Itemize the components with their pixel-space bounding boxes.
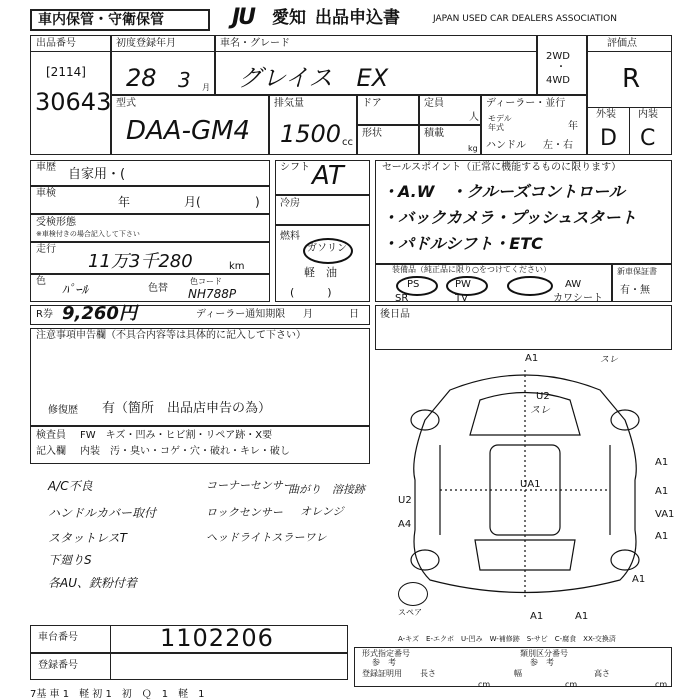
color-code-label: 色コード <box>190 277 222 286</box>
inspector-label: 検査員 <box>36 430 66 441</box>
fuel-gas: ガソリン <box>307 243 347 254</box>
diag-mark-2: U2 <box>536 391 550 402</box>
fuel-label: 燃料 <box>280 231 300 242</box>
cert-cm-3: cm <box>655 680 668 689</box>
category-no: 類別区分番号 <box>520 649 568 658</box>
displacement: 1500 <box>280 120 342 148</box>
car-name: グレイス EX <box>238 64 389 92</box>
shape-label: 形状 <box>362 128 382 139</box>
repair-history-value: 有（箇所 出品店申告の為） <box>102 401 272 416</box>
storage-note: 車内保管・守衛保管 <box>38 12 164 28</box>
disp-label: 排気量 <box>274 98 304 109</box>
eq-ps: PS <box>407 279 420 290</box>
car-name-divider <box>215 51 537 52</box>
deal-month: 月 <box>303 309 313 320</box>
disp-cc: cc <box>342 137 353 148</box>
note-c1-4: 各AU、鉄粉付着 <box>48 576 137 590</box>
note-c2-0: コーナーセンサー <box>206 479 294 492</box>
history-row <box>30 160 270 186</box>
sales-label: セールスポイント（正常に機能するものに限ります） <box>382 162 622 173</box>
load-label: 積載 <box>424 128 444 139</box>
form-designation: 形式指定番号 <box>362 649 410 658</box>
shaken-row <box>30 186 270 214</box>
sales-line2: ・バックカメラ・プッシュスタート <box>382 208 637 227</box>
diag-mark-8: U2 <box>398 495 412 506</box>
equipment-label: 装備品（純正品に限り○をつけてください） <box>392 265 551 274</box>
cap-unit: 人 <box>469 112 479 123</box>
reg-label: 登録番号 <box>38 660 78 671</box>
note-c1-0: A/C不良 <box>48 479 93 493</box>
diag-mark-1: スレ <box>600 355 619 365</box>
lot-number: 30643 <box>35 88 112 116</box>
diag-mark-5: A1 <box>655 486 669 497</box>
note-c2-2: ヘッドライトスラーワレ <box>206 531 327 544</box>
bottom-strip: 7基 車 1 軽 初 1 初 Ｑ 1 軽 1 <box>30 689 205 700</box>
first-reg-month: 3 <box>178 68 191 92</box>
doc-title: 出品申込書 <box>315 8 400 28</box>
model-code: DAA-GM4 <box>126 116 251 146</box>
lot-label: 出品番号 <box>36 38 76 49</box>
cert-cm-2: cm <box>565 680 578 689</box>
eq-tv: TV <box>455 293 468 304</box>
cert-cm-1: cm <box>478 680 491 689</box>
drive-4wd: 4WD <box>546 75 570 86</box>
diag-mark-12: A1 <box>530 611 544 622</box>
shaken-close: ) <box>255 195 260 209</box>
exterior-label: 外装 <box>596 109 616 120</box>
cap-label: 定員 <box>424 98 444 109</box>
diag-mark-10: UA1 <box>520 479 541 490</box>
shift-value: AT <box>312 161 344 191</box>
grade-sub-vdivider <box>629 107 630 155</box>
diag-mark-3: スレ <box>530 405 550 416</box>
fuel-diesel: 軽 油 <box>304 266 337 279</box>
deal-day: 日 <box>349 309 359 320</box>
note-c2-1: ロックセンサー <box>206 506 283 519</box>
first-reg-year: 28 <box>126 64 157 92</box>
color-code: NH788P <box>188 287 237 301</box>
receipt-label: 受検形態 <box>36 217 76 228</box>
equipment-circles <box>375 264 612 302</box>
color-value: ﾊﾟｰﾙ <box>62 283 88 298</box>
org-name: 愛知 <box>272 8 306 28</box>
interior-label: 内装 <box>638 109 658 120</box>
color-label: 色 <box>36 276 46 287</box>
spare-label: スペア <box>398 608 422 617</box>
eq-pw: PW <box>455 279 471 290</box>
diag-mark-7: A1 <box>655 531 669 542</box>
model-year-unit: 年 <box>568 121 578 132</box>
eq-cowhide: カワシート <box>553 293 603 304</box>
diag-mark-9: A4 <box>398 519 412 530</box>
color-change-label: 色替 <box>148 283 168 294</box>
dealer-label: ディーラー・並行 <box>486 98 566 109</box>
car-name-label: 車名・グレード <box>220 38 290 49</box>
model-year-b: 年式 <box>488 123 504 132</box>
ref-2: 参 考 <box>530 658 554 667</box>
history-value: 自家用・( <box>68 167 126 182</box>
cooler-label: 冷房 <box>280 198 300 209</box>
registry-after-box <box>375 305 672 350</box>
first-reg-label: 初度登録年月 <box>116 38 176 49</box>
r-ticket-value: 9,260円 <box>62 303 137 324</box>
registry-after: 後日品 <box>380 309 410 320</box>
model-label: 型式 <box>116 98 136 109</box>
handle-opts: 左・右 <box>543 140 573 151</box>
note-c1-1: ハンドルカバー取付 <box>48 506 157 520</box>
fuel-paren: ( ) <box>290 286 332 299</box>
note-c1-3: 下廻りS <box>48 553 92 567</box>
sales-line3: ・パドルシフト・ETC <box>382 234 543 253</box>
note-c3-0: 曲がり 溶接跡 <box>288 483 365 496</box>
mileage-value: 11万3千280 <box>88 251 193 272</box>
note-c3-1: オレンジ <box>300 505 344 518</box>
model-year-a: モデル <box>488 114 512 123</box>
spare-tire <box>398 582 428 606</box>
eq-aw: AW <box>565 279 582 290</box>
history-label: 車歴 <box>36 162 56 173</box>
grade-label: 評価点 <box>607 38 637 49</box>
shaken-m: 月( <box>184 195 201 209</box>
warranty-label: 新車保証書 <box>617 267 657 276</box>
reg-cert-label: 登録証明用 <box>362 669 402 678</box>
cert-height: 高さ <box>594 669 610 678</box>
sales-line1: ・A.W ・クルーズコントロール <box>382 182 625 201</box>
first-reg-suffix: 月 <box>202 83 210 92</box>
exterior-score: D <box>600 126 617 151</box>
deal-notice: ディーラー通知期限 <box>196 309 286 320</box>
shaken-y: 年 <box>118 195 131 209</box>
mileage-unit: km <box>229 261 245 272</box>
handle-label: ハンドル <box>486 140 526 151</box>
load-unit: kg <box>468 144 478 153</box>
note-c1-2: スタットレスT <box>48 531 127 545</box>
cert-width: 幅 <box>514 669 522 678</box>
lot-divider <box>30 51 111 52</box>
shaken-label: 車検 <box>36 188 56 199</box>
mileage-label: 走行 <box>36 244 56 255</box>
ref-1: 参 考 <box>372 658 396 667</box>
grade-divider <box>587 51 672 52</box>
eq-sr: SR <box>395 293 409 304</box>
r-ticket-label: R券 <box>36 309 53 320</box>
drive-2wd: 2WD <box>546 51 570 62</box>
diag-mark-6: VA1 <box>655 509 675 520</box>
door-label: ドア <box>362 98 382 109</box>
chassis-label: 車台番号 <box>38 632 78 643</box>
first-reg-divider <box>111 51 215 52</box>
chassis-number: 1102206 <box>160 624 274 652</box>
diag-mark-11: A1 <box>632 574 646 585</box>
grade-score: R <box>622 64 641 94</box>
cert-length: 長さ <box>420 669 436 678</box>
interior-score: C <box>640 126 656 151</box>
org-logo: JU <box>232 5 255 30</box>
damage-legend: A-キズ E-エクボ U-凹み W-補修跡 S-サビ C-腐食 XX-交換済 <box>398 635 616 643</box>
diag-mark-0: A1 <box>525 353 539 364</box>
diag-mark-13: A1 <box>575 611 589 622</box>
entry-col-label: 記入欄 <box>36 446 66 457</box>
notes-title: 注意事項申告欄（不具合内容等は具体的に記入して下さい） <box>36 330 306 341</box>
drive-dot: ・ <box>556 62 566 73</box>
fw-row: FW キズ・凹み・ヒビ割・リペア跡・X要 <box>80 430 273 441</box>
repair-history-label: 修復歴 <box>48 405 78 416</box>
diag-mark-4: A1 <box>655 457 669 468</box>
shift-label: シフト <box>280 162 310 173</box>
assoc-name: JAPAN USED CAR DEALERS ASSOCIATION <box>433 14 617 24</box>
lot-box: [2114] <box>46 65 86 79</box>
warranty-opts: 有・無 <box>620 285 650 296</box>
int-row: 内装 汚・臭い・コゲ・穴・破れ・キレ・破し <box>80 446 290 457</box>
receipt-note: ※車検付きの場合記入して下さい <box>36 230 140 238</box>
